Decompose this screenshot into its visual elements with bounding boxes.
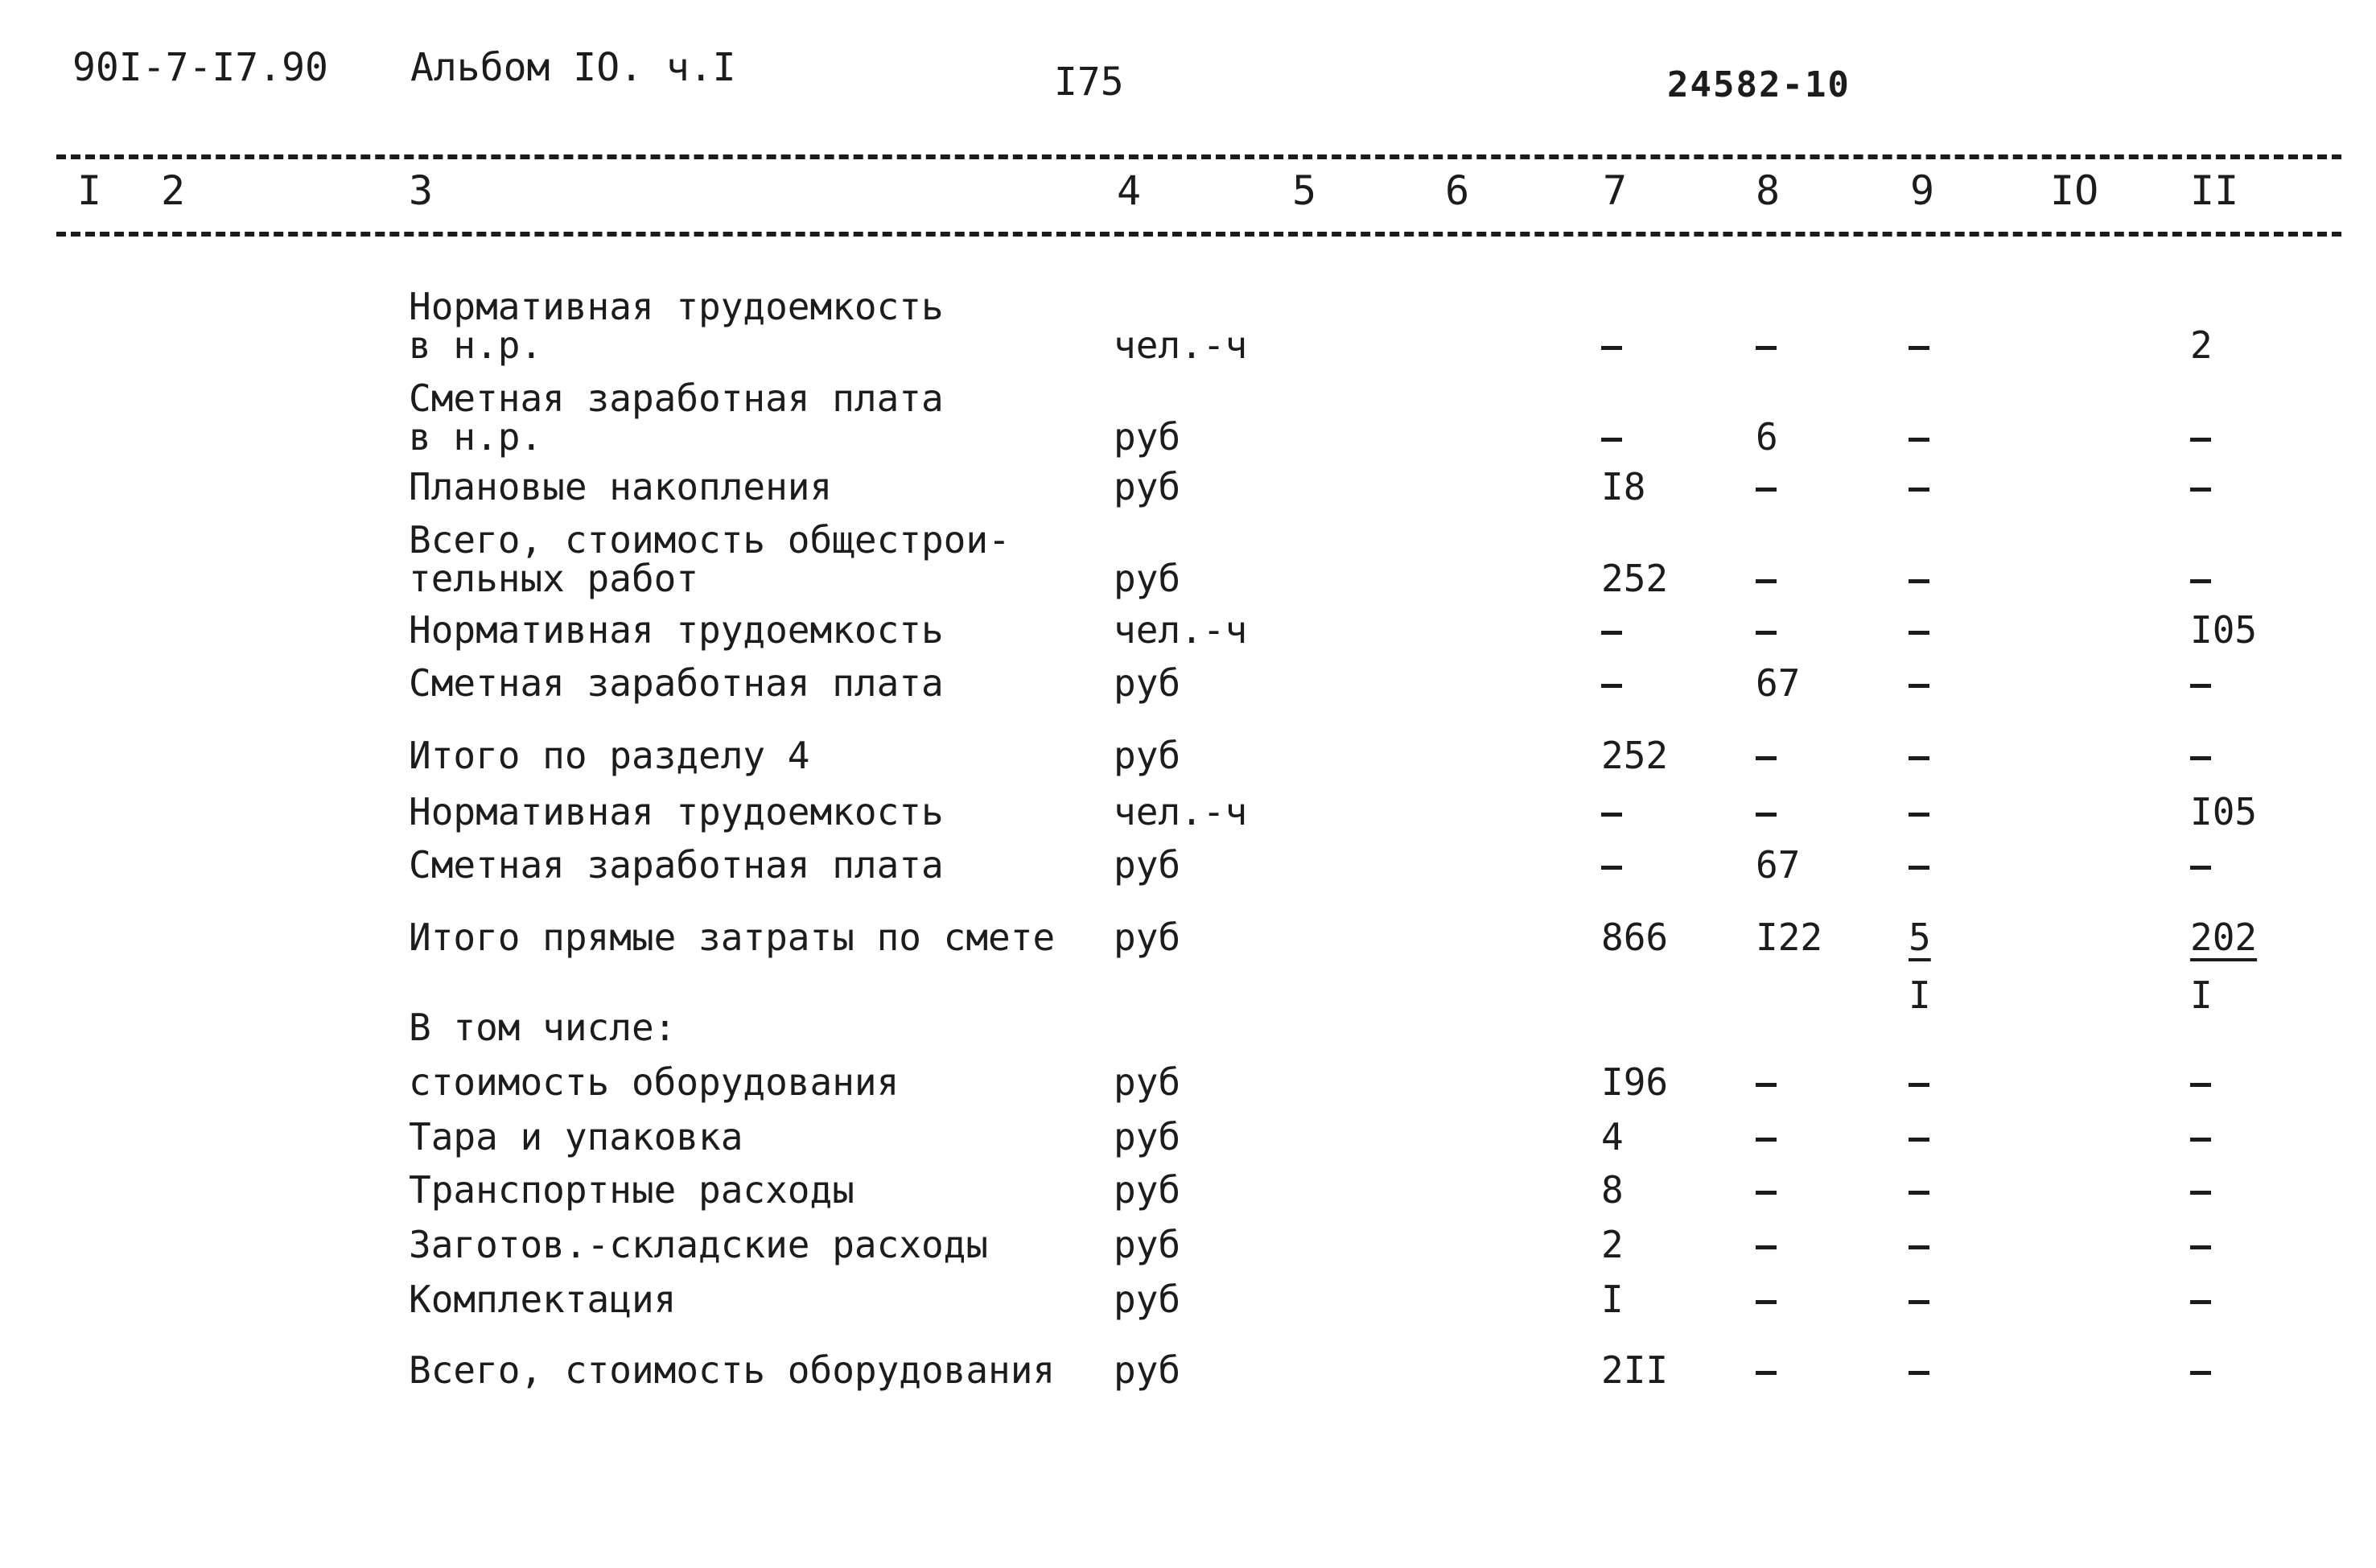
dash-mark: [1909, 813, 1929, 817]
value-cell-c11: [2190, 665, 2211, 702]
value-cell-c7: [1601, 418, 1622, 455]
unit-cell: руб: [1114, 1223, 1181, 1266]
value-cell-c8: 67: [1756, 843, 1801, 887]
value-cell-c7: [1601, 327, 1622, 364]
dash-mark: [1756, 1371, 1777, 1375]
dash-mark: [1756, 631, 1777, 635]
row-label-continuation: в н.р.: [409, 323, 543, 367]
value-cell-c11: [2190, 1064, 2211, 1101]
value-cell-c8: [1756, 793, 1777, 830]
value-cell-c11-below: I: [2190, 973, 2213, 1017]
value-cell-c8: [1756, 611, 1777, 648]
value-cell-c8: 67: [1756, 661, 1801, 705]
dash-mark: [1909, 1138, 1929, 1142]
row-label: Тара и упаковка: [409, 1115, 743, 1159]
row-label: Всего, стоимость оборудования: [409, 1348, 1056, 1392]
row-label: Заготов.-складские расходы: [409, 1223, 989, 1266]
dash-mark: [1909, 1191, 1929, 1195]
dash-mark: [1601, 684, 1622, 688]
unit-cell: руб: [1114, 1060, 1181, 1104]
dash-mark: [1756, 1245, 1777, 1249]
value-cell-c8: [1756, 468, 1777, 505]
dash-mark: [1756, 756, 1777, 760]
unit-cell: руб: [1114, 415, 1181, 459]
column-number: IO: [2050, 167, 2099, 214]
dash-mark: [1909, 488, 1929, 492]
unit-cell: руб: [1114, 1348, 1181, 1392]
value-cell-c7: 2II: [1601, 1348, 1669, 1392]
dash-mark: [1756, 1083, 1777, 1087]
value-cell-c8: [1756, 1352, 1777, 1389]
value-cell-c11: [2190, 1118, 2211, 1155]
value-cell-c9: [1909, 327, 1929, 364]
row-label: стоимость оборудования: [409, 1060, 900, 1104]
unit-cell: руб: [1114, 661, 1181, 705]
value-cell-c11: [2190, 737, 2211, 774]
value-cell-c8: [1756, 327, 1777, 364]
row-label: Транспортные расходы: [409, 1168, 854, 1212]
column-number: 8: [1756, 167, 1781, 214]
dash-mark: [1909, 1371, 1929, 1375]
dash-mark: [2190, 1138, 2211, 1142]
value-cell-c9: [1909, 1352, 1929, 1389]
column-number: 5: [1292, 167, 1317, 214]
dash-mark: [1756, 1191, 1777, 1195]
row-label: Нормативная трудоемкость: [409, 608, 944, 652]
value-cell-c8: I22: [1756, 916, 1823, 959]
value-cell-c11: [2190, 1226, 2211, 1263]
value-cell-c7: 2: [1601, 1223, 1624, 1266]
unit-cell: чел.-ч: [1114, 323, 1248, 367]
page-number: I75: [1054, 60, 1124, 105]
value-cell-c9: [1909, 1064, 1929, 1101]
value-cell-c9-below: I: [1909, 973, 1931, 1017]
dash-mark: [1601, 813, 1622, 817]
dash-mark: [1601, 866, 1622, 870]
row-label: Сметная заработная плата: [409, 377, 944, 420]
dash-mark: [1756, 346, 1777, 350]
column-number: 2: [161, 167, 186, 214]
value-cell-c11: [2190, 1352, 2211, 1389]
unit-cell: руб: [1114, 557, 1181, 600]
dash-mark: [2190, 756, 2211, 760]
value-cell-c9: [1909, 1281, 1929, 1318]
value-cell-c8: [1756, 1281, 1777, 1318]
dash-mark: [2190, 488, 2211, 492]
dash-mark: [1909, 1245, 1929, 1249]
value-cell-c11: [2190, 846, 2211, 883]
unit-cell: руб: [1114, 465, 1181, 508]
value-cell-c9: [1909, 560, 1929, 597]
dash-mark: [1756, 813, 1777, 817]
document-code: 90I-7-I7.90: [72, 45, 328, 90]
value-cell-c9: [1909, 737, 1929, 774]
unit-cell: руб: [1114, 1168, 1181, 1212]
value-cell-c7: I: [1601, 1278, 1624, 1321]
row-label: Сметная заработная плата: [409, 843, 944, 887]
dash-mark: [2190, 1191, 2211, 1195]
column-number: 3: [409, 167, 434, 214]
row-label: В том числе:: [409, 1006, 677, 1049]
dash-mark: [1601, 346, 1622, 350]
dash-mark: [2190, 579, 2211, 583]
column-number: I: [77, 167, 102, 214]
dash-mark: [1909, 1300, 1929, 1304]
value-cell-c7: I8: [1601, 465, 1646, 508]
dash-mark: [2190, 1371, 2211, 1375]
dash-mark: [2190, 1300, 2211, 1304]
value-cell-c7: 8: [1601, 1168, 1624, 1212]
value-cell-c7: 866: [1601, 916, 1669, 959]
value-cell-c11: [2190, 560, 2211, 597]
value-cell-c7: 252: [1601, 734, 1669, 777]
value-cell-c11: I05: [2190, 790, 2258, 833]
dash-mark: [1601, 631, 1622, 635]
value-cell-c9: [1909, 1171, 1929, 1208]
value-cell-c9: [1909, 793, 1929, 830]
value-cell-c9: [1909, 418, 1929, 455]
value-cell-c7: [1601, 793, 1622, 830]
value-cell-c11: [2190, 418, 2211, 455]
value-cell-c8: [1756, 1226, 1777, 1263]
dash-mark: [1601, 438, 1622, 442]
value-cell-c11: [2190, 468, 2211, 505]
value-cell-c9: [1909, 468, 1929, 505]
value-cell-c7: 4: [1601, 1115, 1624, 1159]
dash-mark: [1909, 438, 1929, 442]
unit-cell: руб: [1114, 1115, 1181, 1159]
dash-mark: [1909, 756, 1929, 760]
value-cell-c11: I05: [2190, 608, 2258, 652]
dash-mark: [1909, 579, 1929, 583]
value-cell-c8: [1756, 1118, 1777, 1155]
unit-cell: руб: [1114, 1278, 1181, 1321]
row-label: Комплектация: [409, 1278, 677, 1321]
header-top-rule: [56, 154, 2341, 159]
value-cell-c8: [1756, 560, 1777, 597]
dash-mark: [2190, 438, 2211, 442]
column-number: 9: [1910, 167, 1935, 214]
row-label-continuation: тельных работ: [409, 557, 699, 600]
value-cell-c7: [1601, 665, 1622, 702]
dash-mark: [1909, 684, 1929, 688]
dash-mark: [1909, 866, 1929, 870]
unit-cell: чел.-ч: [1114, 608, 1248, 652]
unit-cell: чел.-ч: [1114, 790, 1248, 833]
dash-mark: [1909, 1083, 1929, 1087]
value-cell-c8: [1756, 1171, 1777, 1208]
column-number: 4: [1117, 167, 1142, 214]
row-label: Итого по разделу 4: [409, 734, 810, 777]
column-number: 6: [1445, 167, 1470, 214]
row-label: Нормативная трудоемкость: [409, 285, 944, 328]
value-cell-c8: [1756, 1064, 1777, 1101]
dash-mark: [1756, 1300, 1777, 1304]
column-number: II: [2190, 167, 2239, 214]
row-label: Сметная заработная плата: [409, 661, 944, 705]
value-cell-c9: [1909, 846, 1929, 883]
row-label: Нормативная трудоемкость: [409, 790, 944, 833]
value-cell-c11: 2: [2190, 323, 2213, 367]
dash-mark: [2190, 1083, 2211, 1087]
unit-cell: руб: [1114, 843, 1181, 887]
row-label: Плановые накопления: [409, 465, 833, 508]
unit-cell: руб: [1114, 916, 1181, 959]
row-label: Всего, стоимость общестрои-: [409, 518, 1011, 562]
dash-mark: [1756, 488, 1777, 492]
dash-mark: [1756, 1138, 1777, 1142]
column-number: 7: [1603, 167, 1628, 214]
value-cell-c9: [1909, 1118, 1929, 1155]
value-cell-c11: 202: [2190, 916, 2258, 959]
dash-mark: [1909, 346, 1929, 350]
album-label: Альбом IO. ч.I: [410, 45, 736, 90]
value-cell-c9: [1909, 611, 1929, 648]
row-label: Итого прямые затраты по смете: [409, 916, 1056, 959]
value-cell-c7: [1601, 611, 1622, 648]
value-cell-c7: 252: [1601, 557, 1669, 600]
dash-mark: [2190, 684, 2211, 688]
value-cell-c7: [1601, 846, 1622, 883]
value-cell-c11: [2190, 1281, 2211, 1318]
value-cell-c8: [1756, 737, 1777, 774]
row-label-continuation: в н.р.: [409, 415, 543, 459]
value-cell-c7: I96: [1601, 1060, 1669, 1104]
value-cell-c8: 6: [1756, 415, 1778, 459]
value-cell-c9: 5: [1909, 916, 1931, 959]
header-bottom-rule: [56, 232, 2341, 237]
value-cell-c9: [1909, 665, 1929, 702]
dash-mark: [2190, 1245, 2211, 1249]
dash-mark: [1756, 579, 1777, 583]
unit-cell: руб: [1114, 734, 1181, 777]
dash-mark: [2190, 866, 2211, 870]
value-cell-c11: [2190, 1171, 2211, 1208]
value-cell-c9: [1909, 1226, 1929, 1263]
inventory-stamp: 24582-10: [1667, 64, 1851, 105]
dash-mark: [1909, 631, 1929, 635]
